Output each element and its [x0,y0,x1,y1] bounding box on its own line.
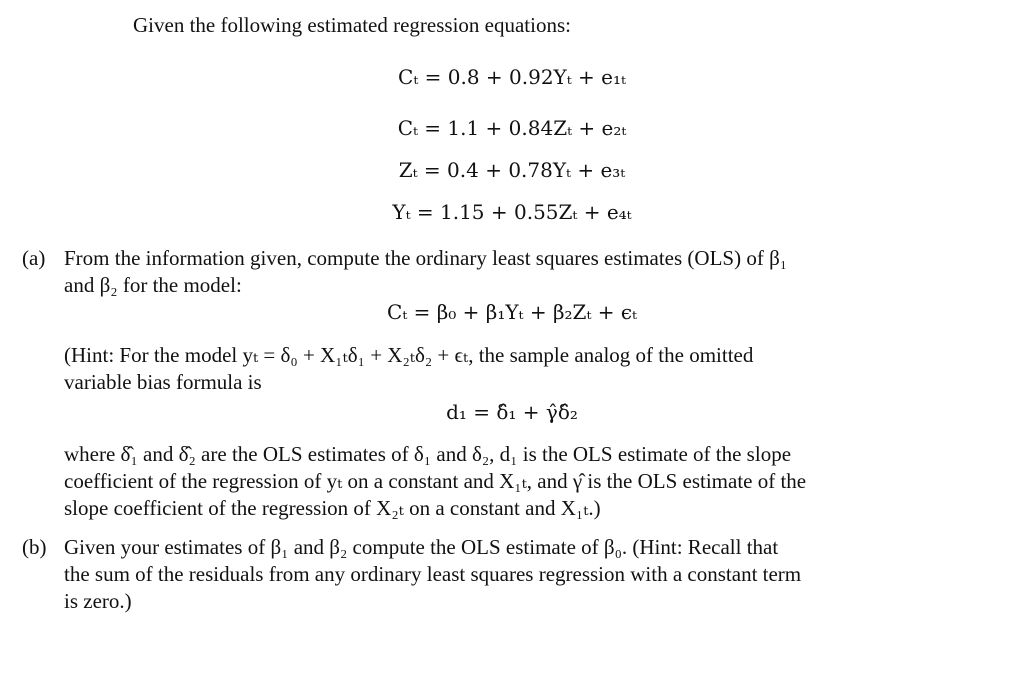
part-b-label: (b) [22,535,47,559]
part-b-line-1: Given your estimates of β₁ and β₂ compute the OLS estimate of β₀. (Hint: Recall that [64,535,779,559]
where-line-3: slope coefficient of the regression of X₂ₜ on a constant and X₁ₜ.) [64,496,601,520]
part-a-label: (a) [22,246,46,270]
where-line-1: where δ̂₁ and δ̂₂ are the OLS estimates of δ₁ and δ₂, d₁ is the OLS estimate of the slope [64,442,792,466]
hint-line-1: (Hint: For the model yₜ = δ₀ + X₁ₜδ₁ + X₂ₜδ₂ + ϵₜ, the sample analog of the omitted [64,343,754,367]
omitted-variable-bias-equation: d₁ = δ̂₁ + γ̂δ̂₂ [446,400,578,424]
part-a-intro-line-2: and β₂ for the model: [64,273,242,297]
intro-text: Given the following estimated regression equations: [133,13,571,37]
where-line-2: coefficient of the regression of yₜ on a constant and X₁ₜ, and γ̂ is the OLS estimate of the [64,469,807,493]
equation-4: Yₜ = 1.15 + 0.55Zₜ + e₄ₜ [392,200,632,224]
part-b-line-2: the sum of the residuals from any ordinary least squares regression with a constant term [64,562,802,586]
hint-line-2: variable bias formula is [64,370,262,394]
part-b-line-3: is zero.) [64,589,132,613]
part-a-intro-line-1: From the information given, compute the ordinary least squares estimates (OLS) of β₁ [64,246,788,270]
equation-3: Zₜ = 0.4 + 0.78Yₜ + e₃ₜ [398,158,626,182]
model-equation: Cₜ = β₀ + β₁Yₜ + β₂Zₜ + ϵₜ [387,300,637,324]
equation-1: Cₜ = 0.8 + 0.92Yₜ + e₁ₜ [398,65,626,89]
equation-2: Cₜ = 1.1 + 0.84Zₜ + e₂ₜ [397,116,627,140]
